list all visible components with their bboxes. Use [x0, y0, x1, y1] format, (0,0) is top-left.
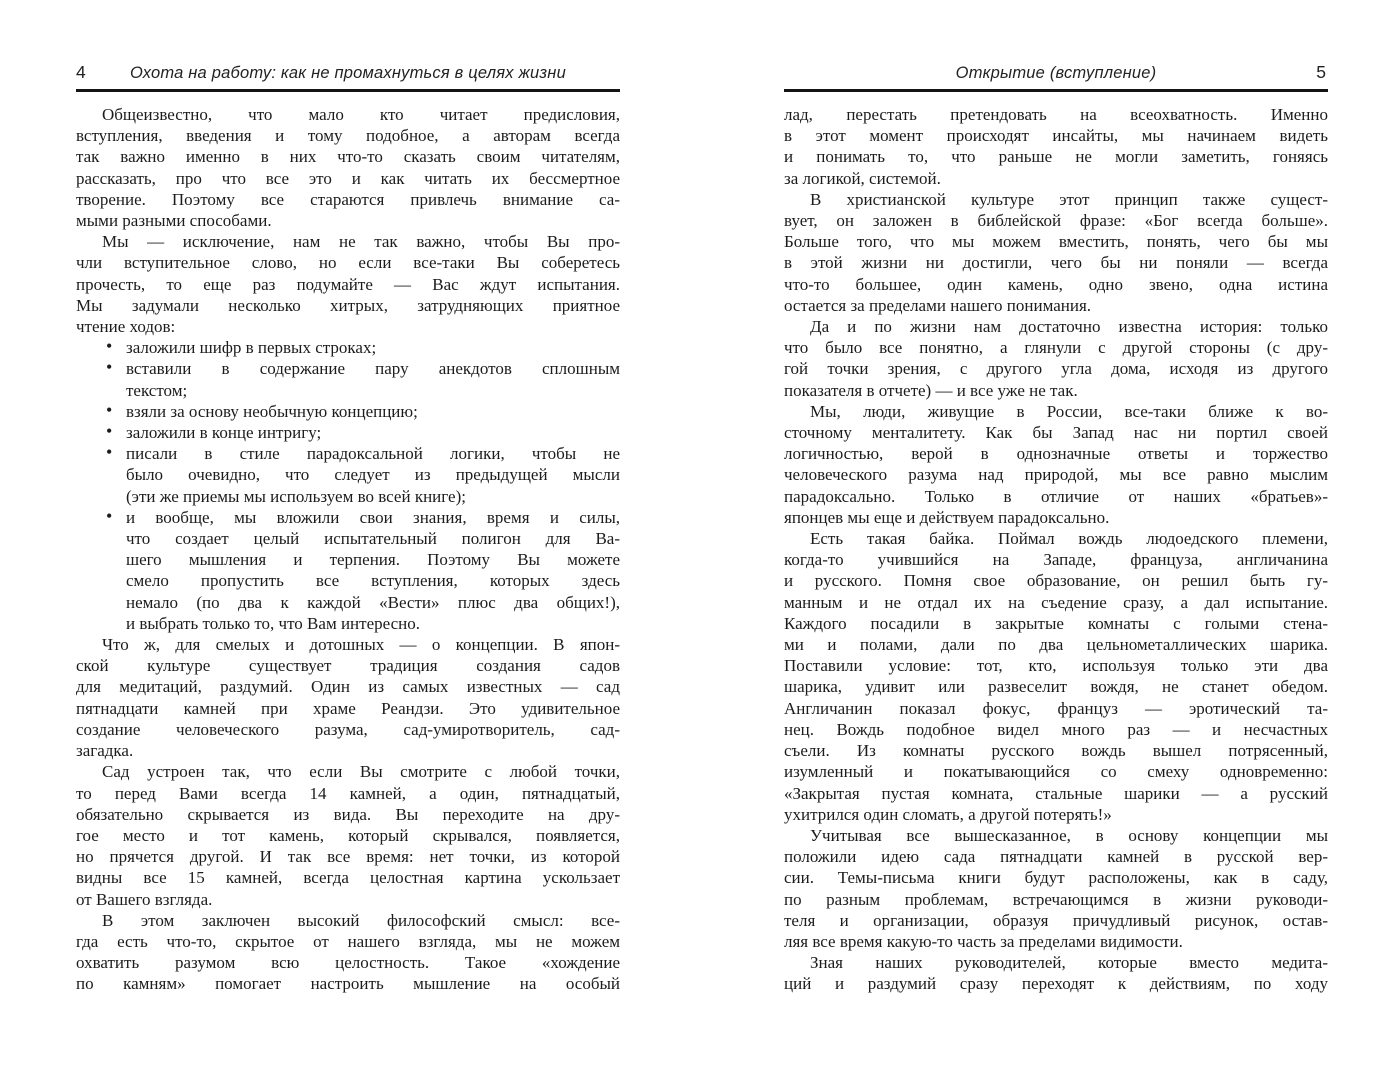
- text-line: теля и организации, образуя причудливый рисунок, остав-: [784, 910, 1328, 930]
- paragraph: [76, 104, 620, 231]
- text-line: охватить разумом всю целостность. Такое «хождение: [76, 953, 620, 973]
- text-line: заложили шифр в первых строках;: [126, 338, 377, 358]
- text-line: гое место и тот камень, который скрывался, появляется,: [76, 825, 620, 845]
- text-line: ций и раздумий сразу переходят к действиям, по ходу: [784, 974, 1328, 994]
- text-line: немало (по два к каждой «Вести» плюс два общих!),: [126, 592, 620, 612]
- running-title: Охота на работу: как не промахнуться в целях жизни: [130, 64, 566, 82]
- text-line: создание человеческого разума, сад-умиротворитель, сад-: [76, 719, 620, 739]
- text-line: взяли за основу необычную концепцию;: [126, 401, 418, 421]
- text-line: Что ж, для смелых и дотошных — о концепции. В япон-: [102, 635, 620, 655]
- text-line: манным и не отдал их на съедение сразу, а дал испытание.: [784, 592, 1328, 612]
- text-line: но прячется другой. И так все время: нет точки, из которой: [76, 847, 620, 867]
- running-title: Открытие (вступление): [955, 64, 1157, 82]
- text-line: ухитрился один сломать, а другой потерять!»: [784, 804, 1112, 824]
- text-line: текстом;: [126, 380, 188, 400]
- text-line: заложили в конце интригу;: [126, 423, 322, 443]
- text-line: от Вашего взгляда.: [76, 889, 213, 909]
- text-line: вставили в содержание пару анекдотов сплошным: [126, 359, 620, 379]
- bullet-item: [76, 422, 620, 443]
- text-line: смело пропустить все вступления, которых здесь: [126, 571, 620, 591]
- paragraph: [784, 104, 1328, 189]
- paragraph: [76, 231, 620, 337]
- text-line: в этот момент происходят инсайты, мы начинаем видеть: [784, 126, 1328, 146]
- text-line: вступления, введения и тому подобное, а авторам всегда: [76, 126, 620, 146]
- text-line: и выбрать только то, что Вам интересно.: [126, 613, 420, 633]
- text-line: писали в стиле парадоксальной логики, чтобы не: [126, 444, 620, 464]
- text-line: Каждого посадили в закрытые комнаты с голыми стена-: [784, 613, 1328, 633]
- text-line: Общеизвестно, что мало кто читает предисловия,: [102, 105, 620, 124]
- text-line: ми и полами, дали по два цельнометаллических шарика.: [784, 635, 1328, 655]
- bullet-icon: •: [106, 442, 113, 463]
- text-line: парадоксально. Только в отличие от наших «братьев»-: [784, 486, 1328, 506]
- text-line: сточному менталитету. Как бы Запад нас ни портил своей: [784, 423, 1328, 443]
- text-line: то перед Вами всегда 14 камней, а один, пятнадцатый,: [76, 783, 620, 803]
- text-line: прочесть, то еще раз подумайте — Вас ждут испытания.: [76, 274, 620, 294]
- text-line: Учитывая все вышесказанное, в основу концепции мы: [810, 825, 1328, 845]
- bullet-item: [76, 401, 620, 422]
- text-line: чли вступительное слово, но если все-таки Вы соберетесь: [76, 253, 620, 273]
- left-page: [76, 62, 620, 995]
- text-line: человеческого разума над природой, мы все равно мыслим: [784, 465, 1328, 485]
- text-line: пятнадцати камней при храме Реандзи. Это удивительное: [76, 698, 620, 718]
- text-line: «Закрытая пустая комната, стальные шарики — а русский: [784, 783, 1328, 803]
- text-line: Сад устроен так, что если Вы смотрите с любой точки,: [102, 762, 620, 782]
- text-line: В христианской культуре этот принцип также сущест-: [810, 189, 1328, 209]
- paragraph: [784, 825, 1328, 952]
- text-line: и русского. Помня свое образование, он решил быть гу-: [784, 571, 1328, 591]
- text-line: обязательно скрывается из вида. Вы переходите на дру-: [76, 804, 620, 824]
- text-line: и понимать то, что раньше не могли заметить, гоняясь: [784, 147, 1328, 167]
- text-line: ляя все время какую-то часть за пределами видимости.: [784, 931, 1183, 951]
- text-line: Поставили условие: тот, кто, используя только эти два: [784, 656, 1328, 676]
- page-body: [76, 92, 620, 995]
- text-line: гой точки зрения, с другого угла дома, исходя из другого: [784, 359, 1328, 379]
- text-line: Зная наших руководителей, которые вместо медита-: [810, 953, 1328, 973]
- right-page: [784, 62, 1328, 995]
- text-line: Да и по жизни нам достаточно известна история: только: [810, 317, 1328, 337]
- text-line: мыми разными способами.: [76, 211, 272, 231]
- bullet-icon: •: [106, 399, 113, 420]
- text-line: было очевидно, что следует из предыдущей мысли: [126, 465, 620, 485]
- paragraph: [784, 528, 1328, 825]
- text-line: по разным проблемам, встречающимся в жизни руководи-: [784, 889, 1328, 909]
- bullet-item: [76, 443, 620, 507]
- text-line: лад, перестать претендовать на всеохватность. Именно: [784, 105, 1328, 124]
- text-line: что-то большее, один камень, одно звено, одна истина: [784, 274, 1328, 294]
- text-line: остается за пределами нашего понимания.: [784, 295, 1092, 315]
- paragraph: [784, 189, 1328, 316]
- text-line: что было все понятно, а глянули с другой стороны (с дру-: [784, 338, 1328, 358]
- text-line: ской культуре существует традиция создания садов: [76, 656, 620, 676]
- bullet-item: [76, 337, 620, 358]
- text-line: изумленный и покатывающийся со смеху одновременно:: [784, 762, 1328, 782]
- paragraph: [76, 634, 620, 761]
- text-line: когда-то учившийся на Западе, француза, англичанина: [784, 550, 1328, 570]
- text-line: Больше того, что мы можем вместить, понять, чего бы мы: [784, 232, 1328, 252]
- text-line: положили идею сада пятнадцати камней в русской вер-: [784, 847, 1328, 867]
- text-line: творение. Поэтому все стараются привлечь внимание са-: [76, 189, 620, 209]
- paragraph: [76, 910, 620, 995]
- text-line: Англичанин показал фокус, француз — эротический та-: [784, 698, 1328, 718]
- text-line: Мы задумали несколько хитрых, затрудняющих приятное: [76, 295, 620, 315]
- text-line: в этой жизни ни достигли, чего бы ни поняли — всегда: [784, 253, 1328, 273]
- text-line: и вообще, мы вложили свои знания, время и силы,: [126, 507, 620, 527]
- paragraph: [76, 761, 620, 909]
- text-line: загадка.: [76, 741, 134, 761]
- text-line: видны все 15 камней, всегда целостная картина ускользает: [76, 868, 620, 888]
- text-line: Мы, люди, живущие в России, все-таки ближе к во-: [810, 401, 1328, 421]
- page-number: 5: [1316, 62, 1326, 82]
- text-line: вует, он заложен в библейской фразе: «Бог всегда больше».: [784, 211, 1328, 231]
- page-number: 4: [76, 62, 86, 82]
- bullet-icon: •: [106, 505, 113, 526]
- bullet-icon: •: [106, 357, 113, 378]
- text-line: что создает целый испытательный полигон для Ва-: [126, 529, 620, 549]
- text-line: по камням» помогает настроить мышление на особый: [76, 974, 620, 994]
- bullet-item: [76, 358, 620, 400]
- text-line: съели. Из комнаты русского вождь вышел потрясенный,: [784, 741, 1328, 761]
- text-line: логичностью, верой в однозначные ответы и торжество: [784, 444, 1328, 464]
- bullet-item: [76, 507, 620, 634]
- text-line: В этом заключен высокий философский смысл: все-: [102, 910, 620, 930]
- text-line: за логикой, системой.: [784, 168, 941, 188]
- text-line: чтение ходов:: [76, 317, 176, 337]
- text-line: для медитаций, раздумий. Один из самых известных — сад: [76, 677, 620, 697]
- text-line: шего мышления и терпения. Поэтому Вы можете: [126, 550, 620, 570]
- text-line: Есть такая байка. Поймал вождь людоедского племени,: [810, 529, 1328, 549]
- bullet-icon: •: [106, 336, 113, 357]
- paragraph: [784, 401, 1328, 528]
- text-line: японцев мы еще и действуем парадоксально.: [784, 507, 1110, 527]
- text-line: гда есть что-то, скрытое от нашего взгляда, мы не можем: [76, 931, 620, 951]
- text-line: рассказать, про что все это и как читать их бессмертное: [76, 168, 620, 188]
- page-header: [784, 62, 1328, 87]
- text-line: показателя в отчете) — и все уже не так.: [784, 380, 1078, 400]
- text-line: сии. Темы-письма книги будут расположены, как в саду,: [784, 868, 1328, 888]
- text-line: (эти же приемы мы используем во всей книге);: [126, 486, 466, 506]
- text-line: Мы — исключение, нам не так важно, чтобы Вы про-: [102, 232, 620, 252]
- page-body: [784, 92, 1328, 995]
- page-header: [76, 62, 620, 87]
- text-line: так важно именно в них что-то сказать своим читателям,: [76, 147, 620, 167]
- text-line: шарика, удивит или развеселит вождя, не станет обедом.: [784, 677, 1328, 697]
- paragraph: [784, 316, 1328, 401]
- paragraph: [784, 952, 1328, 994]
- text-line: нец. Вождь подобное видел много раз — и несчастных: [784, 719, 1328, 739]
- bullet-icon: •: [106, 421, 113, 442]
